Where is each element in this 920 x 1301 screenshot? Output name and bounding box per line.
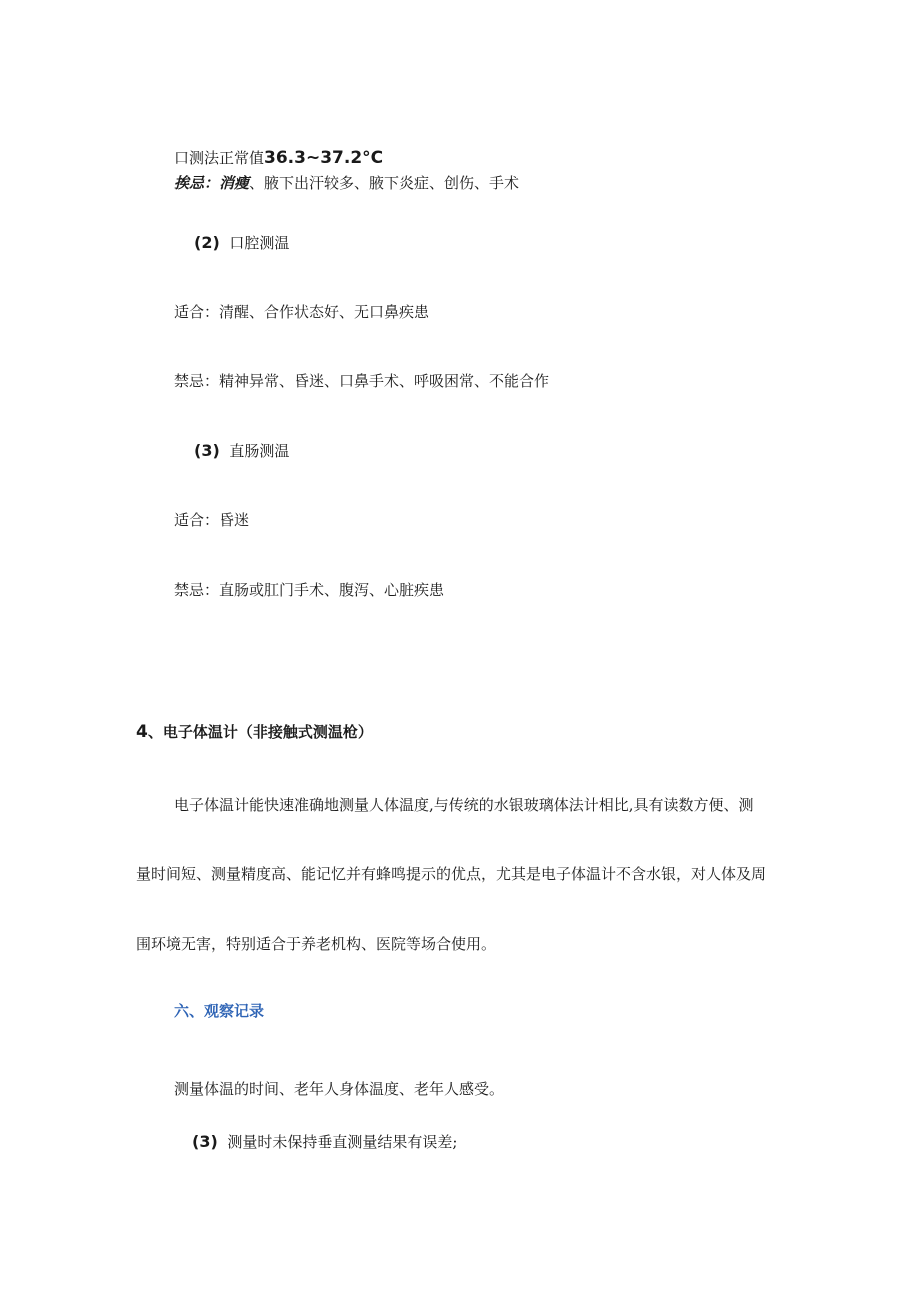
section6-heading: 六、观察记录 — [174, 1002, 265, 1020]
oral-normal-value-line — [174, 148, 383, 168]
rectal-title: 直肠测温 — [229, 442, 290, 460]
oral-normal-range: 36.3~37.2°C — [264, 148, 384, 168]
oral-normal-prefix: 口测法正常值 — [174, 149, 265, 167]
section4-title: 、电子体温计（非接触式测温枪） — [147, 723, 373, 741]
section6-item-text: 测量时未保持垂直测量结果有误差; — [227, 1133, 458, 1151]
rectal-suitable: 适合：昏迷 — [174, 511, 250, 529]
section4-paragraph — [136, 794, 786, 964]
armpit-contraindication-line — [174, 173, 519, 193]
section6-item — [192, 1132, 457, 1152]
rectal-contraindication: 禁忌：直肠或肛门手术、腹泻、心脏疾患 — [174, 581, 445, 599]
armpit-contra-emphasis: 消瘦 — [219, 174, 250, 192]
oral-contraindication: 禁忌：精神异常、昏迷、口鼻手术、呼吸困常、不能合作 — [174, 372, 550, 390]
oral-suitable: 适合：清醒、合作状态好、无口鼻疾患 — [174, 303, 430, 321]
rectal-number: (3) — [194, 441, 220, 460]
oral-heading — [194, 233, 289, 253]
section6-item-number: (3) — [192, 1132, 218, 1151]
paragraph-line: 电子体温计能快速准确地测量人体温度,与传统的水银玻璃体法计相比,具有读数方便、测 — [174, 796, 754, 814]
armpit-contra-rest: 、腋下出汗较多、腋下炎症、创伤、手术 — [249, 174, 520, 192]
paragraph-line: 量时间短、测量精度高、能记忆并有蜂鸣提示的优点，尤其是电子体温计不含水银，对人体及周 — [136, 865, 767, 883]
armpit-contra-label: 挨忌： — [174, 174, 220, 192]
section4-number: 4 — [136, 722, 148, 742]
section6-record: 测量体温的时间、老年人身体温度、老年人感受。 — [174, 1080, 505, 1098]
section4-heading — [136, 722, 373, 742]
oral-number: (2) — [194, 233, 220, 252]
paragraph-line: 围环境无害，特别适合于养老机构、医院等场合使用。 — [136, 935, 497, 953]
oral-title: 口腔测温 — [229, 234, 290, 252]
rectal-heading — [194, 441, 289, 461]
